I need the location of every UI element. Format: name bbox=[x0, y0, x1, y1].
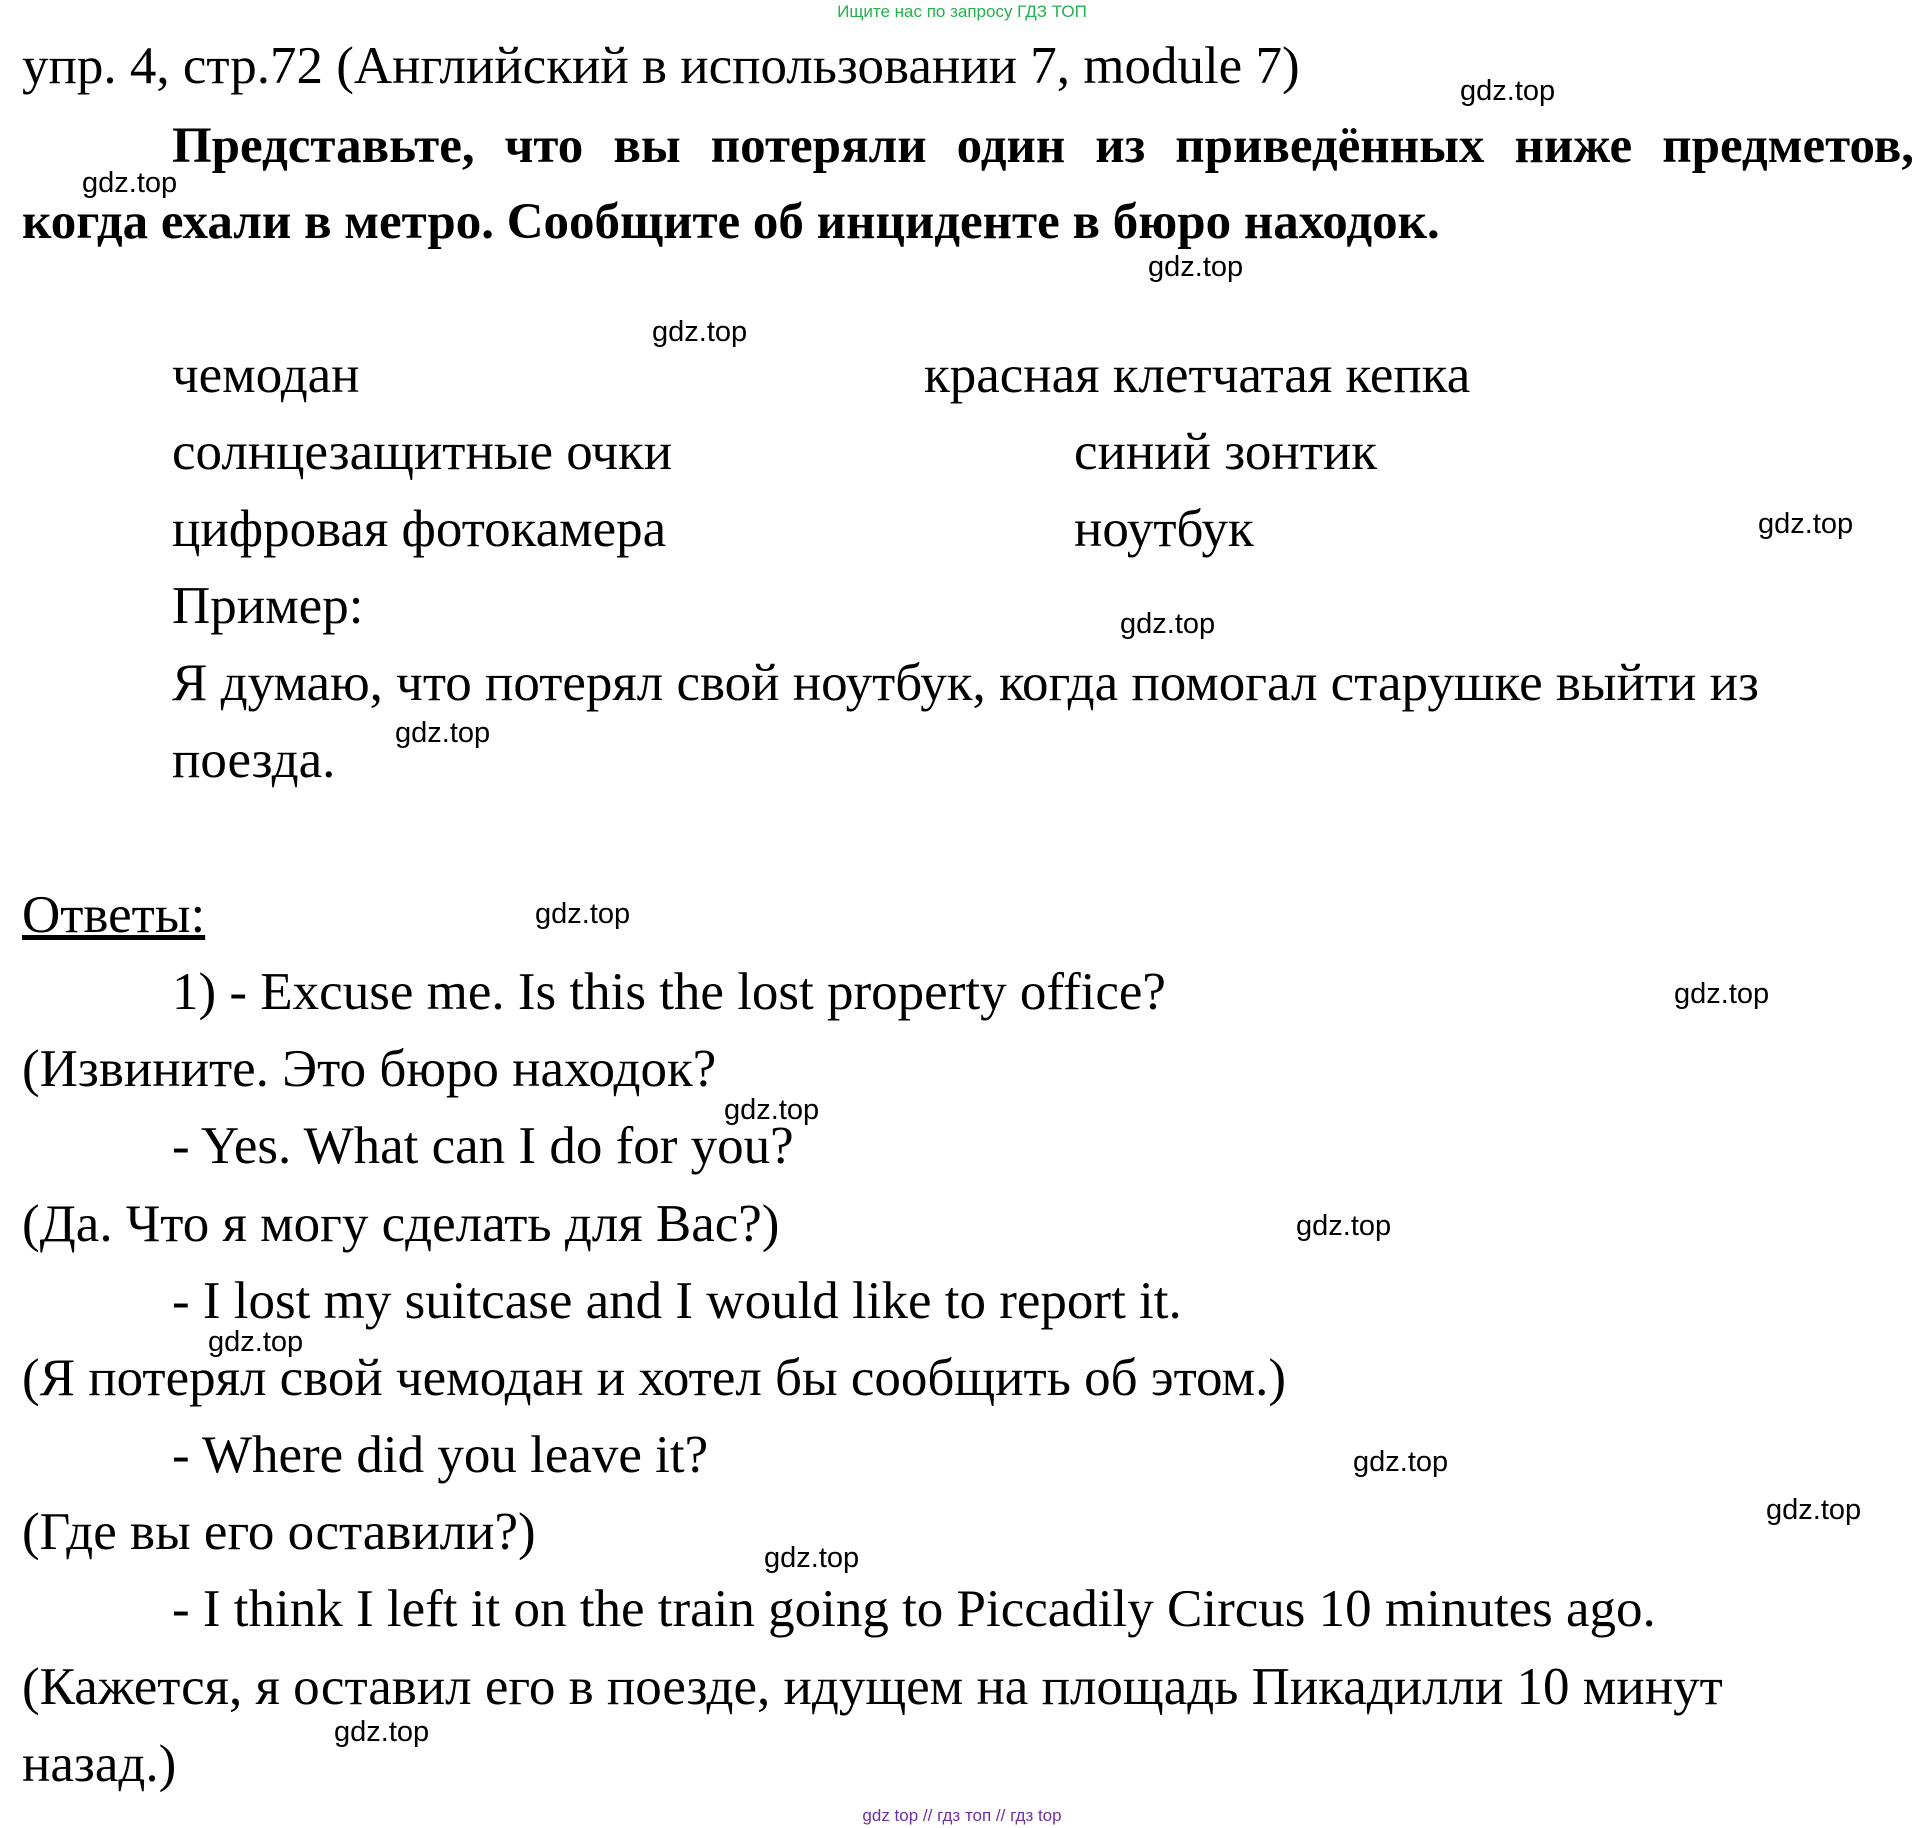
watermark-12: gdz.top bbox=[208, 1326, 304, 1358]
item-camera: цифровая фотокамера bbox=[172, 500, 667, 558]
watermark-9: gdz.top bbox=[1674, 978, 1770, 1010]
watermark-10: gdz.top bbox=[724, 1094, 820, 1126]
item-laptop: ноутбук bbox=[1074, 500, 1254, 558]
answer-line-9: - I think I left it on the train going to Piccadily Circus 10 minutes ago. bbox=[172, 1580, 1656, 1638]
answers-label: Ответы: bbox=[22, 886, 206, 944]
watermark-8: gdz.top bbox=[535, 898, 631, 930]
example-line-1: Я думаю, что потерял свой ноутбук, когда помогал старушке выйти из bbox=[172, 654, 1759, 712]
bottom-banner: gdz top // гдз топ // гдз top bbox=[862, 1806, 1062, 1825]
answer-line-8: (Где вы его оставили?) bbox=[22, 1503, 536, 1561]
answer-line-1: 1) - Excuse me. Is this the lost property office? bbox=[172, 963, 1166, 1021]
watermark-13: gdz.top bbox=[1353, 1446, 1449, 1478]
watermark-14: gdz.top bbox=[1766, 1494, 1862, 1526]
answer-line-7: - Where did you leave it? bbox=[172, 1426, 709, 1484]
item-suitcase: чемодан bbox=[172, 346, 360, 404]
watermark-15: gdz.top bbox=[764, 1542, 860, 1574]
answer-line-6: (Я потерял свой чемодан и хотел бы сообщить об этом.) bbox=[22, 1349, 1286, 1407]
example-label: Пример: bbox=[172, 577, 364, 635]
answer-line-3: - Yes. What can I do for you? bbox=[172, 1117, 794, 1175]
answer-line-4: (Да. Что я могу сделать для Вас?) bbox=[22, 1195, 780, 1253]
item-red-cap: красная клетчатая кепка bbox=[924, 346, 1471, 404]
answer-line-10: (Кажется, я оставил его в поезде, идущем на площадь Пикадилли 10 минут bbox=[22, 1658, 1723, 1716]
watermark-2: gdz.top bbox=[82, 167, 178, 199]
watermark-11: gdz.top bbox=[1296, 1210, 1392, 1242]
watermark-4: gdz.top bbox=[652, 316, 748, 348]
watermark-5: gdz.top bbox=[1758, 508, 1854, 540]
task-text: Представьте, что вы потеряли один из приведённых ниже предметов, когда ехали в метро. Сообщите об инциденте в бюро находок. bbox=[22, 118, 1914, 250]
item-blue-umbrella: синий зонтик bbox=[1074, 423, 1377, 481]
answer-line-5: - I lost my suitcase and I would like to report it. bbox=[172, 1272, 1182, 1330]
answer-line-2: (Извините. Это бюро находок? bbox=[22, 1040, 717, 1098]
watermark-3: gdz.top bbox=[1148, 251, 1244, 283]
watermark-16: gdz.top bbox=[334, 1716, 430, 1748]
item-sunglasses: солнцезащитные очки bbox=[172, 423, 673, 481]
top-banner: Ищите нас по запросу ГДЗ ТОП bbox=[837, 2, 1087, 21]
watermark-1: gdz.top bbox=[1460, 75, 1556, 107]
watermark-6: gdz.top bbox=[1120, 608, 1216, 640]
exercise-title: упр. 4, стр.72 (Английский в использовании 7, module 7) bbox=[22, 37, 1300, 95]
watermark-7: gdz.top bbox=[395, 717, 491, 749]
example-line-2: поезда. bbox=[172, 731, 336, 789]
answer-line-11: назад.) bbox=[22, 1735, 177, 1793]
